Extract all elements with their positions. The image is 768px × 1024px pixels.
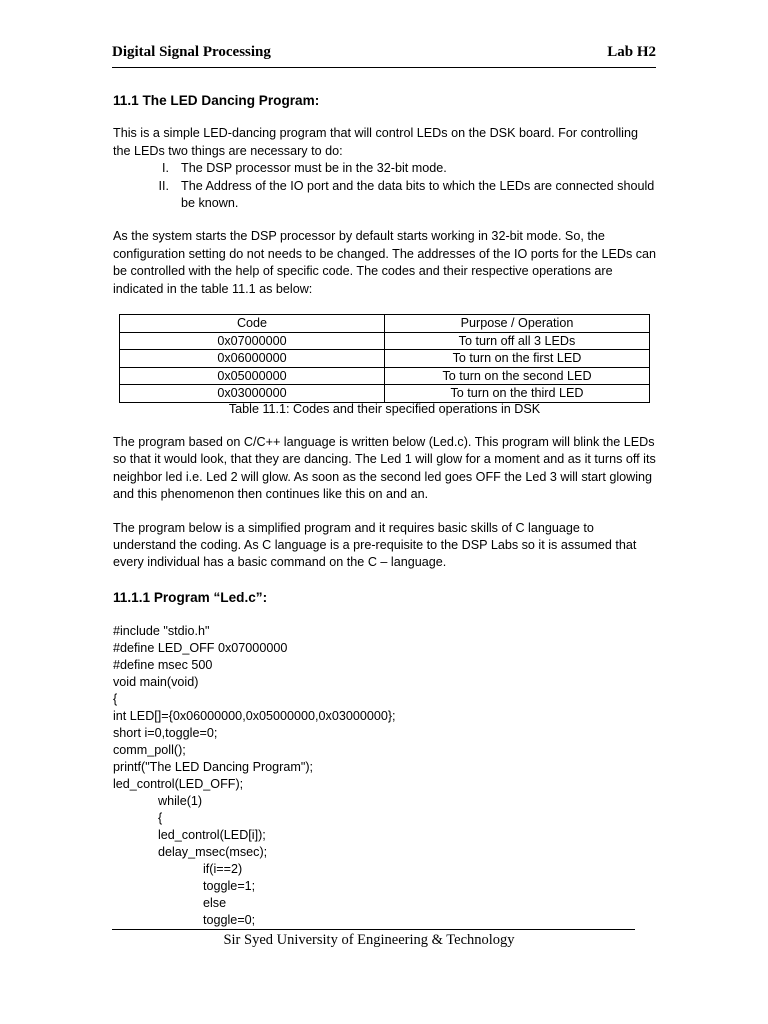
list-text: The DSP processor must be in the 32-bit mode. xyxy=(181,161,447,176)
page-header xyxy=(112,44,656,64)
code-line: delay_msec(msec); xyxy=(158,845,268,860)
table-cell: 0x06000000 xyxy=(120,350,385,368)
section-heading: 11.1 The LED Dancing Program: xyxy=(113,93,320,108)
code-line: led_control(LED_OFF); xyxy=(113,777,244,792)
table-cell: 0x03000000 xyxy=(120,385,385,403)
table-row xyxy=(120,367,650,385)
code-line: else xyxy=(203,896,227,911)
table-header-row xyxy=(120,315,650,333)
codes-table xyxy=(119,314,650,403)
header-course-title: Digital Signal Processing xyxy=(112,44,271,60)
code-line: toggle=1; xyxy=(203,879,256,894)
code-line: led_control(LED[i]); xyxy=(158,828,266,843)
code-line: #include "stdio.h" xyxy=(113,624,210,639)
table-cell: To turn on the second LED xyxy=(385,367,650,385)
code-line: { xyxy=(158,811,163,826)
prerequisite-paragraph: The program below is a simplified program and it requires basic skills of C language to understand the coding. As C language is a pre-requisite to the DSP Labs so it is assumed that every individual has a basic command on the C – language. xyxy=(113,520,637,570)
table-row xyxy=(120,332,650,350)
code-line: toggle=0; xyxy=(203,913,256,928)
table-header-cell: Code xyxy=(120,315,385,333)
table-row xyxy=(120,350,650,368)
list-item xyxy=(113,178,658,213)
code-line: if(i==2) xyxy=(203,862,243,877)
document-body-lower xyxy=(113,434,658,929)
list-number: I. xyxy=(162,161,169,176)
list-number: II. xyxy=(158,178,169,193)
list-text: The Address of the IO port and the data bits to which the LEDs are connected should be known. xyxy=(181,178,655,211)
program-description: The program based on C/C++ language is written below (Led.c). This program will blink the LEDs so that it would look, that they are dancing. The Led 1 will glow for a moment and as it turns off its neighbor led i.e. Led 2 will glow. As soon as the second led goes OFF the Led 3 will start glowing and this phenomenon then continues like this on and an. xyxy=(113,435,656,502)
table-cell: 0x05000000 xyxy=(120,367,385,385)
program-subheading: 11.1.1 Program “Led.c”: xyxy=(113,589,268,605)
header-divider xyxy=(112,67,656,68)
config-paragraph: As the system starts the DSP processor by default starts working in 32-bit mode. So, the configuration setting do not needs to be changed. The addresses of the IO ports for the LEDs can be controlled with the help of specific code. The codes and their respective operations are indicated in the table 11.1 as below: xyxy=(113,229,657,296)
document-body xyxy=(113,92,658,298)
code-line: printf("The LED Dancing Program"); xyxy=(113,760,314,775)
table-cell: To turn on the first LED xyxy=(385,350,650,368)
footer-university: Sir Syed University of Engineering & Technology xyxy=(223,932,515,948)
code-line: { xyxy=(113,692,118,707)
table-cell: 0x07000000 xyxy=(120,332,385,350)
code-line: #define LED_OFF 0x07000000 xyxy=(113,641,288,656)
table-cell: To turn off all 3 LEDs xyxy=(385,332,650,350)
code-line: short i=0,toggle=0; xyxy=(113,726,218,741)
table-row xyxy=(120,385,650,403)
header-lab-label: Lab H2 xyxy=(607,44,656,60)
requirements-list xyxy=(113,160,658,212)
code-line: while(1) xyxy=(158,794,203,809)
footer-divider xyxy=(112,929,635,930)
code-listing xyxy=(113,623,658,929)
code-line: #define msec 500 xyxy=(113,658,213,673)
table-header-cell: Purpose / Operation xyxy=(385,315,650,333)
table-caption: Table 11.1: Codes and their specified operations in DSK xyxy=(228,402,541,416)
page-footer xyxy=(112,932,656,949)
list-item xyxy=(113,160,658,177)
code-line: int LED[]={0x06000000,0x05000000,0x03000000}; xyxy=(113,709,396,724)
code-line: void main(void) xyxy=(113,675,199,690)
intro-paragraph: This is a simple LED-dancing program that will control LEDs on the DSK board. For controlling the LEDs two things are necessary to do: xyxy=(113,126,638,158)
table-cell: To turn on the third LED xyxy=(385,385,650,403)
code-line: comm_poll(); xyxy=(113,743,186,758)
